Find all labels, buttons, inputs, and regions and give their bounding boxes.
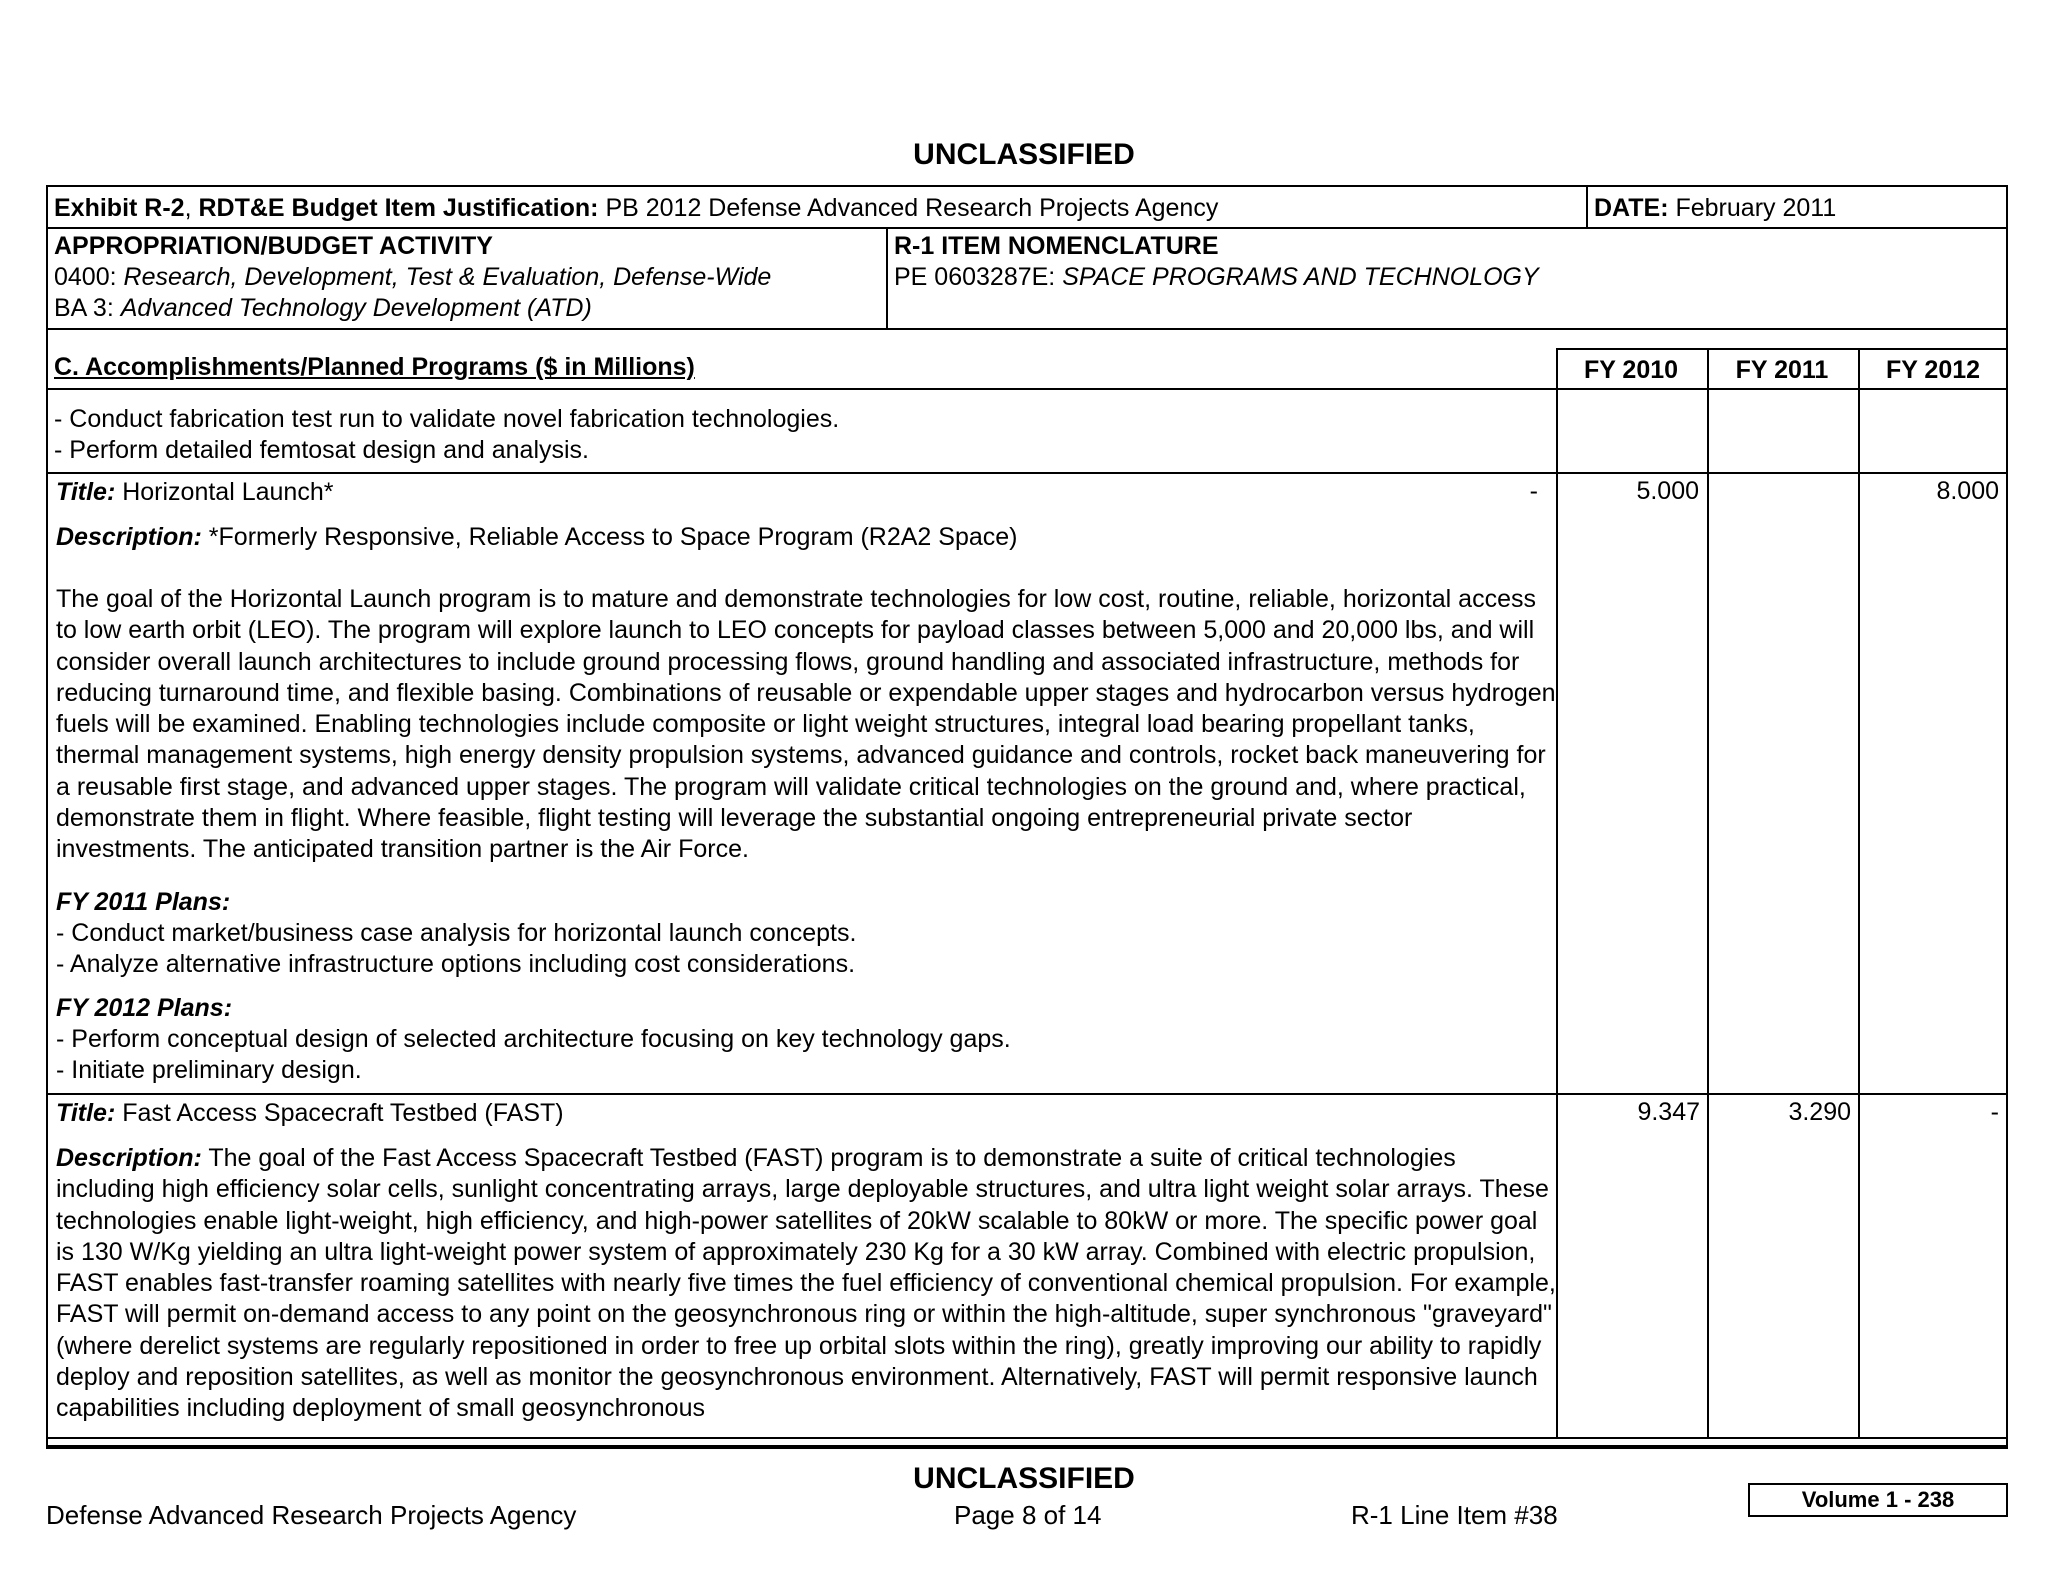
description-body bbox=[56, 1143, 1556, 1425]
footer-r1-line: R-1 Line Item #38 bbox=[1351, 1500, 1558, 1530]
classification-top: UNCLASSIFIED bbox=[913, 138, 1135, 171]
title-value: Horizontal Launch* bbox=[115, 478, 334, 506]
footer-agency: Defense Advanced Research Projects Agency bbox=[46, 1500, 577, 1530]
divider bbox=[48, 1093, 2006, 1095]
col-fy2010: FY 2010 bbox=[1583, 356, 1679, 384]
description-label: Description: bbox=[56, 523, 202, 551]
section-title: C. Accomplishments/Planned Programs ($ in Millions) bbox=[54, 353, 695, 381]
divider bbox=[1707, 348, 1709, 1439]
description-text: The goal of the Horizontal Launch program is to mature and demonstrate technologies for low cost, routine, reliable, horizontal access to low earth orbit (LEO). The program will explore launch to LEO concepts for payload classes between 5,000 and 20,000 lbs, and will consider overall launch architectures to include ground processing flows, ground handling and associated infrastructure, methods for reducing turnaround time, and flexible basing. Combinations of reusable or expendable upper stages and hydrocarbon versus hydrogen fuels will be examined. Enabling technologies include composite or light weight structures, integral load bearing propellant tanks, thermal management systems, high energy density propulsion systems, advanced guidance and controls, rocket back maneuvering for a reusable first stage, and advanced upper stages. The program will validate critical technologies on the ground and, where practical, demonstrate them in flight. Where feasible, flight testing will leverage the substantial ongoing entrepreneurial private sector investments. The anticipated transition partner is the Air Force. bbox=[56, 585, 1556, 864]
exhibit-title-line bbox=[54, 193, 1218, 224]
description-line bbox=[56, 522, 1017, 553]
divider bbox=[48, 328, 2006, 330]
divider bbox=[48, 227, 2006, 229]
footer-page: Page 8 of 14 bbox=[954, 1500, 1102, 1530]
fy2012-value: 8.000 bbox=[1936, 477, 1999, 505]
program-title-horizontal-launch bbox=[56, 477, 333, 508]
volume-box: Volume 1 - 238 bbox=[1748, 1483, 2008, 1517]
fy2010-value: - bbox=[1529, 477, 1538, 505]
divider bbox=[48, 472, 2006, 474]
list-item: - Conduct market/business case analysis for horizontal launch concepts. bbox=[56, 919, 857, 947]
approp-line bbox=[54, 262, 771, 293]
fy2011-value: 3.290 bbox=[1788, 1098, 1851, 1126]
ba-line bbox=[54, 293, 592, 324]
r1-pe: PE 0603287E: bbox=[894, 263, 1063, 291]
divider bbox=[48, 1437, 2006, 1439]
fy2012-plans-label: FY 2012 Plans: bbox=[56, 994, 233, 1022]
title-label: Title: bbox=[56, 1099, 116, 1127]
exhibit-frame bbox=[46, 185, 2008, 1447]
date-value: February 2011 bbox=[1668, 194, 1837, 222]
exhibit-sep: , bbox=[184, 194, 199, 222]
list-item: - Conduct fabrication test run to validate novel fabrication technologies. bbox=[54, 405, 840, 433]
rdte-label: RDT&E Budget Item Justification: bbox=[198, 194, 599, 222]
r1-name: SPACE PROGRAMS AND TECHNOLOGY bbox=[1062, 263, 1539, 291]
approp-code: 0400: bbox=[54, 263, 124, 291]
ba-code: BA 3: bbox=[54, 294, 121, 322]
r1-line bbox=[894, 262, 1539, 293]
approp-name: Research, Development, Test & Evaluation, Defense-Wide bbox=[123, 263, 772, 291]
fy2011-value: 5.000 bbox=[1636, 477, 1699, 505]
description-text: The goal of the Fast Access Spacecraft Testbed (FAST) program is to demonstrate a suite of critical technologies including high efficiency solar cells, sunlight concentrating arrays, large deployable structures, and ultra light weight solar arrays. These technologies enable light-weight, high efficiency, and high-power satellites of 20kW scalable to 80kW or more. The specific power goal is 130 W/Kg yielding an ultra light-weight power system of approximately 230 Kg for a 30 kW array. Combined with electric propulsion, FAST enables fast-transfer roaming satellites with nearly five times the fuel efficiency of conventional chemical propulsion. For example, FAST will permit on-demand access to any point on the geosynchronous ring or within the high-altitude, super synchronous "graveyard" (where derelict systems are regularly repositioned in order to free up orbital slots within the ring), greatly improving our ability to rapidly deploy and reposition satellites, as well as monitor the geosynchronous environment. Alternatively, FAST will permit responsive launch capabilities including deployment of small geosynchronous bbox=[56, 1144, 1556, 1423]
ba-name: Advanced Technology Development (ATD) bbox=[120, 294, 592, 322]
approp-title: APPROPRIATION/BUDGET ACTIVITY bbox=[54, 232, 493, 260]
list-item: - Perform detailed femtosat design and analysis. bbox=[54, 436, 589, 464]
exhibit-label: Exhibit R-2 bbox=[54, 194, 185, 222]
fy2012-value: - bbox=[1990, 1098, 1999, 1126]
divider bbox=[46, 1447, 2008, 1449]
col-fy2012: FY 2012 bbox=[1885, 356, 1981, 384]
divider bbox=[1586, 187, 1588, 227]
program-title-fast bbox=[56, 1098, 564, 1129]
list-item: - Perform conceptual design of selected architecture focusing on key technology gaps. bbox=[56, 1025, 1011, 1053]
description-first: *Formerly Responsive, Reliable Access to Space Program (R2A2 Space) bbox=[201, 523, 1018, 551]
title-label: Title: bbox=[56, 478, 116, 506]
divider bbox=[1556, 348, 1558, 1439]
fy2011-plans-label: FY 2011 Plans: bbox=[56, 888, 231, 916]
classification-bottom: UNCLASSIFIED bbox=[913, 1462, 1135, 1495]
list-item: - Analyze alternative infrastructure options including cost considerations. bbox=[56, 950, 856, 978]
date-label: DATE: bbox=[1594, 194, 1669, 222]
r1-title: R-1 ITEM NOMENCLATURE bbox=[894, 232, 1219, 260]
divider bbox=[1556, 348, 2006, 350]
description-body bbox=[56, 584, 1556, 866]
rdte-value: PB 2012 Defense Advanced Research Projects Agency bbox=[598, 194, 1219, 222]
divider bbox=[1858, 348, 1860, 1439]
title-value: Fast Access Spacecraft Testbed (FAST) bbox=[115, 1099, 564, 1127]
divider bbox=[48, 388, 2006, 390]
fy2010-value: 9.347 bbox=[1637, 1098, 1700, 1126]
list-item: - Initiate preliminary design. bbox=[56, 1056, 362, 1084]
divider bbox=[886, 227, 888, 328]
date-line bbox=[1594, 193, 1836, 224]
description-label: Description: bbox=[56, 1144, 202, 1172]
col-fy2011: FY 2011 bbox=[1735, 356, 1829, 384]
